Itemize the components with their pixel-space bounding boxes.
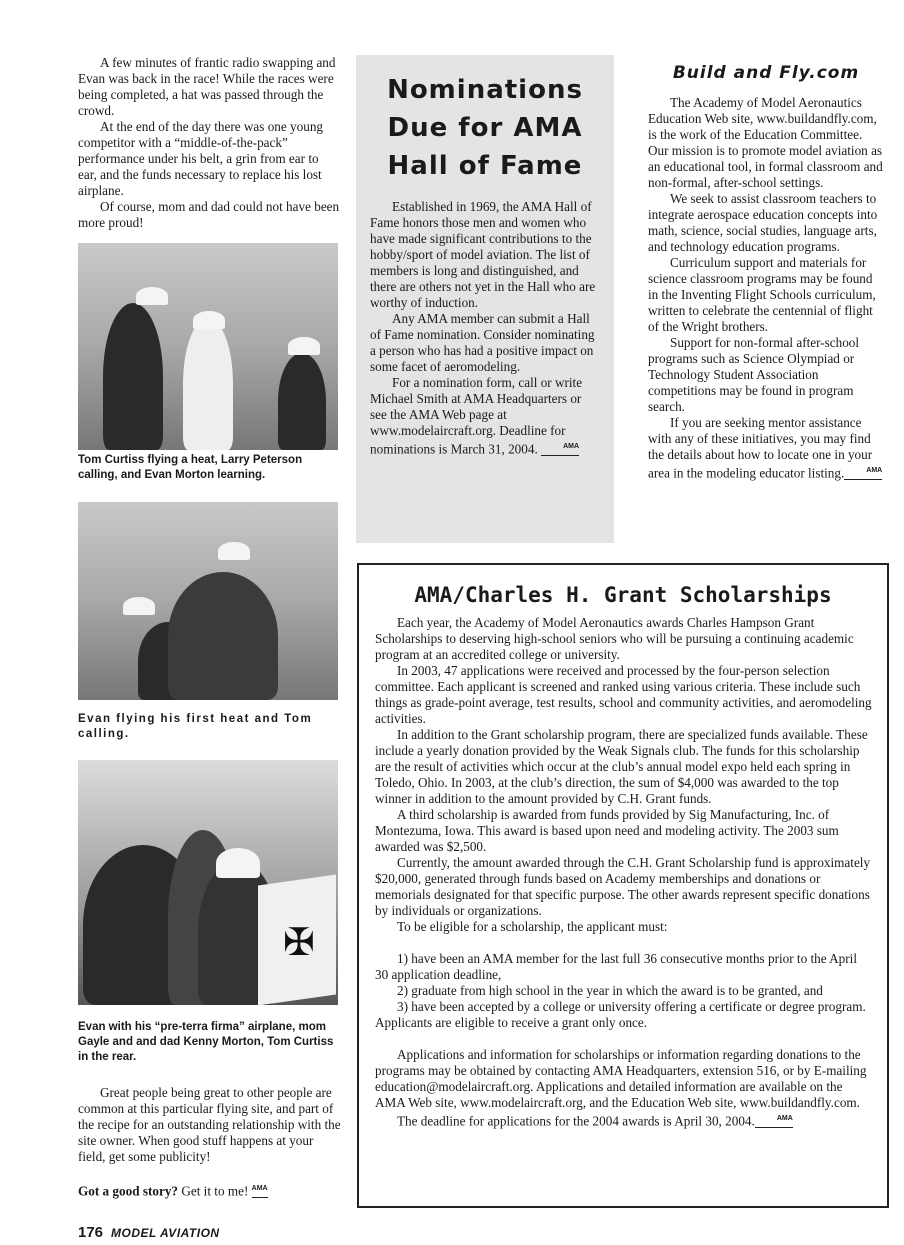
paragraph: A few minutes of frantic radio swapping and Evan was back in the race! While the races were being completed, a hat was passed through the crowd. bbox=[78, 55, 336, 118]
scholarship-body bbox=[359, 607, 887, 1129]
story-line: Got a good story? Get it to me! AMA bbox=[78, 1181, 343, 1199]
paragraph: A third scholarship is awarded from funds provided by Sig Manufacturing, Inc. of Montezuma, Iowa. This award is based upon need and modeling activity. The 2003 sum awarded was $2,500. bbox=[375, 807, 839, 854]
paragraph: Any AMA member can submit a Hall of Fame nomination. Consider nominating a person who has had a positive impact on some facet of aeromodeling. bbox=[370, 311, 595, 374]
ama-logo-icon: AMA bbox=[844, 463, 882, 480]
buildandfly-title: Build and Fly.com bbox=[672, 63, 860, 83]
ama-logo-icon: AMA bbox=[252, 1181, 268, 1198]
paragraph: If you are seeking mentor assistance with any of these initiatives, you may find the details about how to locate one in your area in the modeling educator listing. AMA bbox=[648, 415, 883, 481]
sidebar-title: Nominations Due for AMA Hall of Fame bbox=[387, 75, 583, 181]
paragraph: The Academy of Model Aeronautics Education Web site, www.buildandfly.com, is the work of the Education Committee. Our mission is to promote model aviation as an educational tool, in formal classroom and non-formal, after-school settings. bbox=[648, 95, 883, 190]
photo-evan-tom bbox=[78, 502, 338, 700]
paragraph: In 2003, 47 applications were received and processed by the four-person selection committee. Each applicant is screened and ranked using various criteria. These include such things as grade-point average, test results, school and community activities, and aeromodeling activities. bbox=[375, 663, 872, 726]
paragraph: Curriculum support and materials for science classroom programs may be found in the Inventing Flight Schools curriculum, written to celebrate the centennial of flight of the Wright brothers. bbox=[648, 255, 876, 334]
left-column-intro bbox=[78, 55, 340, 231]
page-number: 176 bbox=[78, 1224, 104, 1241]
paragraph: Of course, mom and dad could not have been more proud! bbox=[78, 199, 340, 230]
buildandfly-body bbox=[648, 95, 884, 481]
photo-caption: Evan flying his first heat and Tom calling. bbox=[78, 713, 313, 740]
paragraph: To be eligible for a scholarship, the applicant must: bbox=[397, 919, 668, 934]
page-footer bbox=[78, 1224, 220, 1241]
paragraph: In addition to the Grant scholarship program, there are specialized funds available. These include a yearly donation provided by the Weak Signals club. The funds for this scholarship are the result of activities which occur at the club’s annual model expo held each spring in Toledo, Ohio. In 2003, at the club’s direction, the sum of $4,000 was awarded to the top winner in addition to the amount provided by C.H. Grant funds. bbox=[375, 727, 868, 806]
scholarship-title: AMA/Charles H. Grant Scholarships bbox=[414, 583, 832, 607]
photo-tom-larry-evan bbox=[78, 243, 338, 450]
magazine-name: MODEL AVIATION bbox=[111, 1226, 220, 1240]
iron-cross-icon: ✠ bbox=[283, 922, 315, 964]
paragraph: Applications and information for scholarships or information regarding donations to the programs may be obtained by contacting AMA Headquarters, extension 516, or by E-mailing education@modelaircraft.org. Applications and detailed information are available on the AMA Web site, www.modelaircraft.org, and the Education Web site, www.buildandfly.com. bbox=[375, 1047, 867, 1110]
sidebar-body bbox=[356, 185, 614, 457]
left-column-closing bbox=[78, 1085, 343, 1199]
paragraph: The deadline for applications for the 2004 awards is April 30, 2004. AMA bbox=[375, 1111, 873, 1129]
photo-evan-family bbox=[78, 760, 338, 1005]
photo-caption: Evan with his “pre-terra firma” airplane, mom Gayle and and dad Kenny Morton, Tom Curtiss in the rear. bbox=[78, 1021, 334, 1063]
paragraph: We seek to assist classroom teachers to integrate aerospace education concepts into math, science, social studies, language arts, and technology education programs. bbox=[648, 191, 878, 254]
paragraph: At the end of the day there was one young competitor with a “middle-of-the-pack” performance under his belt, a grin from ear to ear, and the funds necessary to replace his lost airplane. bbox=[78, 119, 324, 198]
hall-of-fame-sidebar bbox=[356, 55, 614, 543]
requirement: 3) have been accepted by a college or university offering a certificate or degree program. Applicants are eligible to receive a grant only once. bbox=[375, 999, 866, 1030]
paragraph: Established in 1969, the AMA Hall of Fame honors those men and women who have made significant contributions to the hobby/sport of model aviation. The list of members is long and distinguished, and there are others not yet in the Hall who are worthy of induction. bbox=[370, 199, 596, 310]
paragraph: Each year, the Academy of Model Aeronautics awards Charles Hampson Grant Scholarships to deserving high-school seniors who will be pursuing a continuing academic program at an accredited college or university. bbox=[375, 615, 854, 662]
photo-caption: Tom Curtiss flying a heat, Larry Peterson calling, and Evan Morton learning. bbox=[78, 454, 303, 481]
ama-logo-icon: AMA bbox=[755, 1111, 793, 1128]
requirement: 1) have been an AMA member for the last full 36 consecutive months prior to the April 30 application deadline, bbox=[375, 951, 857, 982]
paragraph: Great people being great to other people are common at this particular flying site, and part of the recipe for an outstanding relationship with the site owner. When good stuff happens at your field, get some publicity! bbox=[78, 1085, 341, 1164]
paragraph: For a nomination form, call or write Michael Smith at AMA Headquarters or see the AMA Web page at www.modelaircraft.org. Deadline for nominations is March 31, 2004. AMA bbox=[370, 375, 583, 457]
paragraph: Currently, the amount awarded through the C.H. Grant Scholarship fund is approximately $20,000, generated through funds based on Academy memberships and donations or memorials designated for that specific purpose. The other awards represent specific donations by individuals or organizations. bbox=[375, 855, 871, 918]
paragraph: Support for non-formal after-school programs such as Science Olympiad or Technology Student Association competitions may be found in program search. bbox=[648, 335, 860, 414]
scholarship-box bbox=[357, 563, 889, 1208]
requirement: 2) graduate from high school in the year in which the award is to be granted, and bbox=[397, 983, 823, 998]
ama-logo-icon: AMA bbox=[541, 439, 579, 456]
